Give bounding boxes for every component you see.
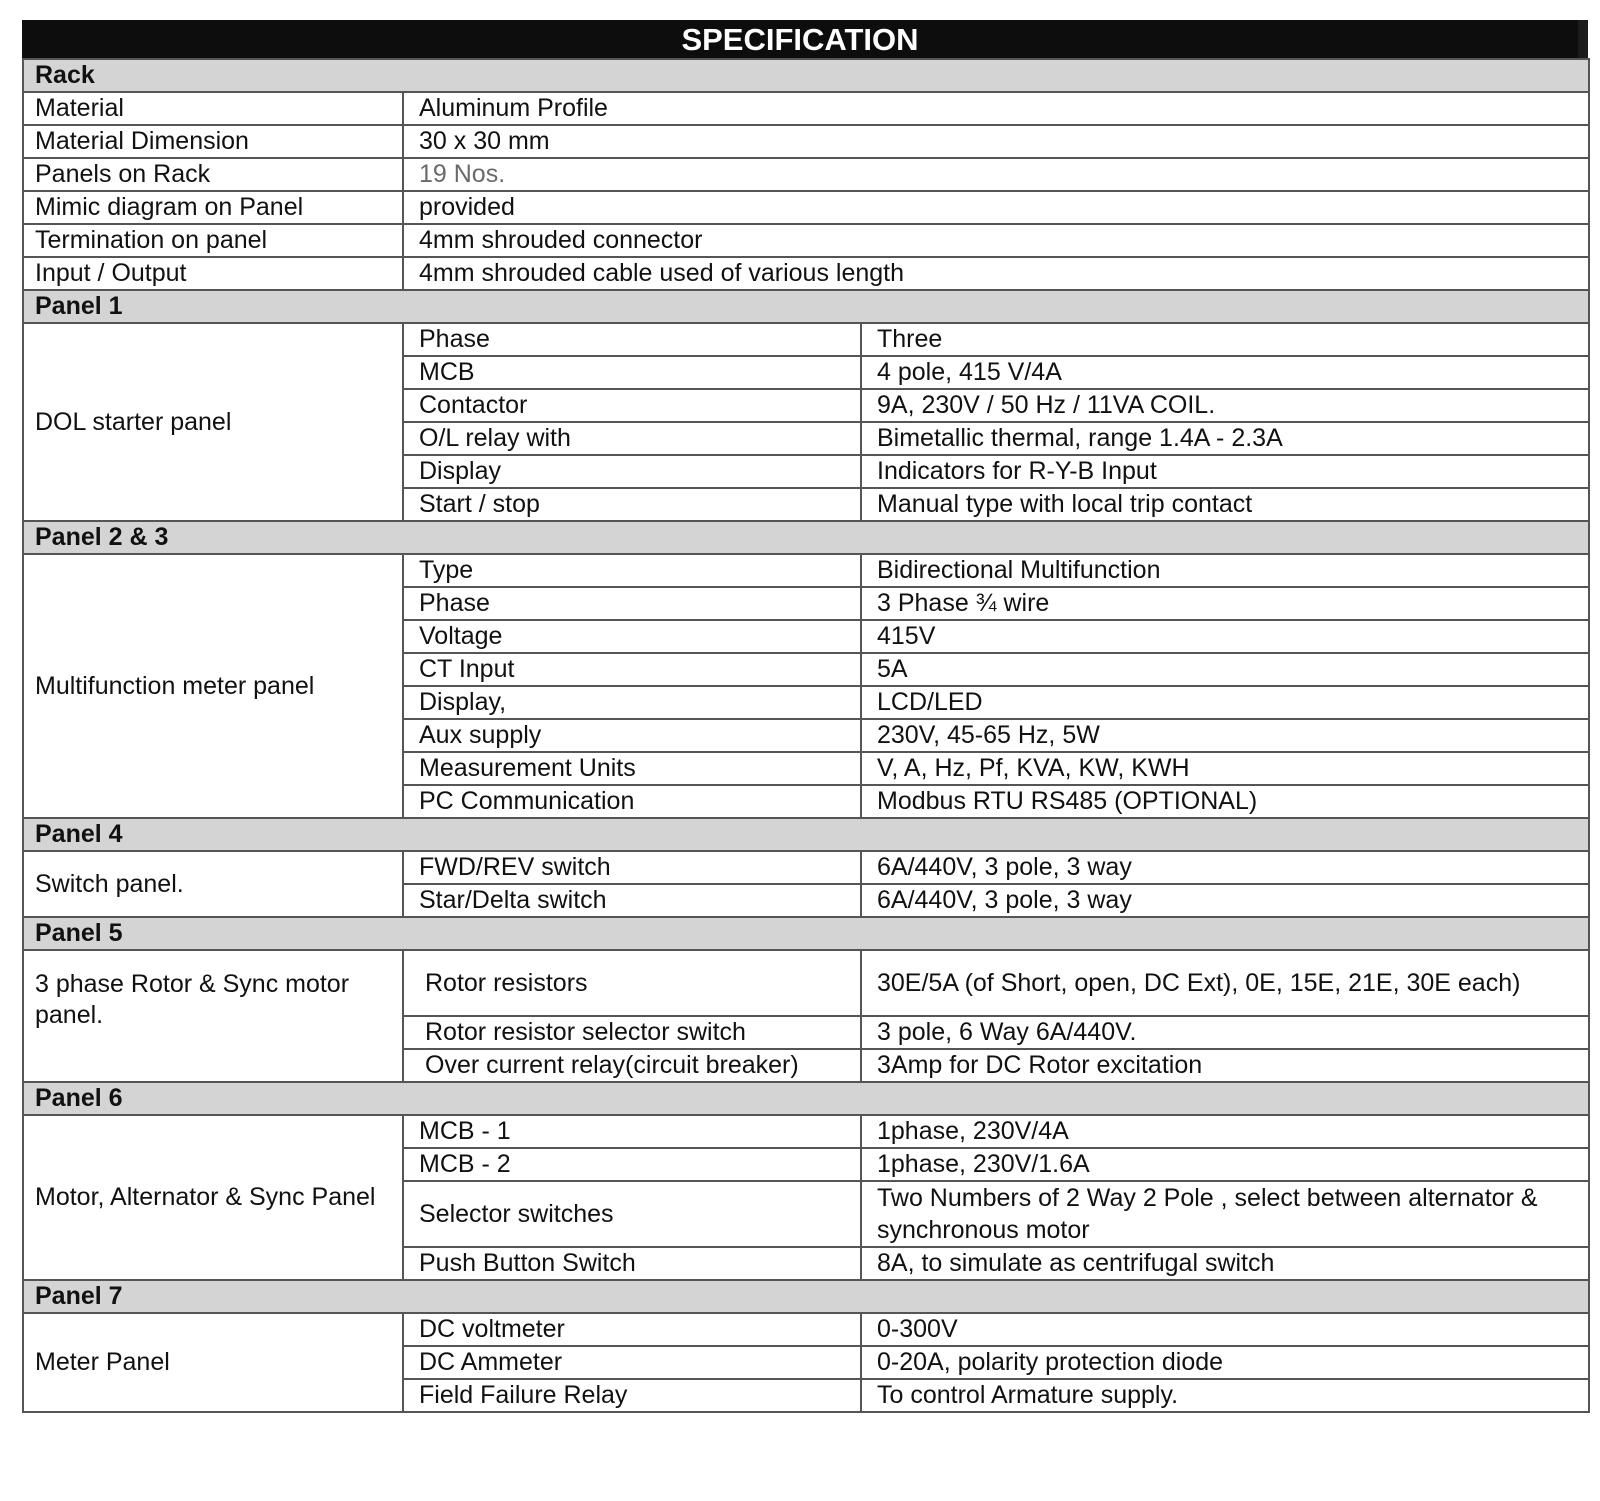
param-cell: DC voltmeter [403, 1313, 861, 1346]
param-cell: Contactor [403, 389, 861, 422]
value-cell: 6A/440V, 3 pole, 3 way [861, 884, 1589, 917]
param-cell: Push Button Switch [403, 1247, 861, 1280]
param-cell: Phase [403, 323, 861, 356]
table-row [23, 554, 1589, 587]
panel-group-label: DOL starter panel [23, 323, 403, 521]
param-cell: Rotor resistor selector switch [403, 1016, 861, 1049]
specification-sheet [22, 20, 1588, 1413]
table-row [23, 950, 1589, 1016]
value-cell: 230V, 45-65 Hz, 5W [861, 719, 1589, 752]
section-panel-6 [23, 1082, 1589, 1115]
param-cell: MCB [403, 356, 861, 389]
table-row [23, 323, 1589, 356]
panel-group-label: Multifunction meter panel [23, 554, 403, 818]
value-cell: 3Amp for DC Rotor excitation [861, 1049, 1589, 1082]
section-panel-1 [23, 290, 1589, 323]
section-panel-7 [23, 1280, 1589, 1313]
value-cell: 3 Phase ¾ wire [861, 587, 1589, 620]
value-cell: Bimetallic thermal, range 1.4A - 2.3A [861, 422, 1589, 455]
param-cell: Rotor resistors [403, 950, 861, 1016]
value-cell: Two Numbers of 2 Way 2 Pole , select between alternator & synchronous motor [861, 1181, 1589, 1247]
param-cell: Over current relay(circuit breaker) [403, 1049, 861, 1082]
param-cell: FWD/REV switch [403, 851, 861, 884]
panel-group-label: Meter Panel [23, 1313, 403, 1412]
value-cell: 1phase, 230V/4A [861, 1115, 1589, 1148]
param-cell: Aux supply [403, 719, 861, 752]
value-cell: Bidirectional Multifunction [861, 554, 1589, 587]
value-cell: 3 pole, 6 Way 6A/440V. [861, 1016, 1589, 1049]
section-heading: Panel 2 & 3 [23, 521, 1589, 554]
rack-value: 4mm shrouded connector [403, 224, 1589, 257]
value-cell: Indicators for R-Y-B Input [861, 455, 1589, 488]
rack-label: Input / Output [23, 257, 403, 290]
table-row [23, 1115, 1589, 1148]
section-panel-5 [23, 917, 1589, 950]
param-cell: Star/Delta switch [403, 884, 861, 917]
value-cell: 9A, 230V / 50 Hz / 11VA COIL. [861, 389, 1589, 422]
table-row [23, 158, 1589, 191]
value-cell: 8A, to simulate as centrifugal switch [861, 1247, 1589, 1280]
table-row [23, 191, 1589, 224]
param-cell: CT Input [403, 653, 861, 686]
value-cell: 0-20A, polarity protection diode [861, 1346, 1589, 1379]
param-cell: Display, [403, 686, 861, 719]
param-cell: Display [403, 455, 861, 488]
section-panel-2-3 [23, 521, 1589, 554]
param-cell: Start / stop [403, 488, 861, 521]
param-cell: PC Communication [403, 785, 861, 818]
param-cell: Voltage [403, 620, 861, 653]
value-cell: 5A [861, 653, 1589, 686]
table-row [23, 1313, 1589, 1346]
table-row [23, 224, 1589, 257]
specification-table [22, 58, 1590, 1413]
panel-group-label: Switch panel. [23, 851, 403, 917]
param-cell: Phase [403, 587, 861, 620]
value-cell: 0-300V [861, 1313, 1589, 1346]
param-cell: MCB - 2 [403, 1148, 861, 1181]
specification-title: SPECIFICATION [22, 20, 1588, 58]
panel-group-label: 3 phase Rotor & Sync motor panel. [23, 950, 403, 1082]
rack-label: Termination on panel [23, 224, 403, 257]
value-cell: LCD/LED [861, 686, 1589, 719]
value-cell: 1phase, 230V/1.6A [861, 1148, 1589, 1181]
table-row [23, 92, 1589, 125]
rack-label: Material Dimension [23, 125, 403, 158]
value-cell: Modbus RTU RS485 (OPTIONAL) [861, 785, 1589, 818]
value-cell: Manual type with local trip contact [861, 488, 1589, 521]
rack-label: Mimic diagram on Panel [23, 191, 403, 224]
table-row [23, 257, 1589, 290]
section-rack [23, 59, 1589, 92]
param-cell: Selector switches [403, 1181, 861, 1247]
rack-value: Aluminum Profile [403, 92, 1589, 125]
section-heading: Panel 7 [23, 1280, 1589, 1313]
rack-value: 19 Nos. [403, 158, 1589, 191]
param-cell: Measurement Units [403, 752, 861, 785]
param-cell: O/L relay with [403, 422, 861, 455]
rack-label: Material [23, 92, 403, 125]
value-cell: 6A/440V, 3 pole, 3 way [861, 851, 1589, 884]
value-cell: 415V [861, 620, 1589, 653]
section-heading: Panel 6 [23, 1082, 1589, 1115]
rack-value: 30 x 30 mm [403, 125, 1589, 158]
value-cell: To control Armature supply. [861, 1379, 1589, 1412]
section-heading: Rack [23, 59, 1589, 92]
section-panel-4 [23, 818, 1589, 851]
value-cell: 4 pole, 415 V/4A [861, 356, 1589, 389]
table-row [23, 125, 1589, 158]
rack-value: provided [403, 191, 1589, 224]
param-cell: Field Failure Relay [403, 1379, 861, 1412]
param-cell: DC Ammeter [403, 1346, 861, 1379]
rack-value: 4mm shrouded cable used of various length [403, 257, 1589, 290]
panel-group-label: Motor, Alternator & Sync Panel [23, 1115, 403, 1280]
param-cell: MCB - 1 [403, 1115, 861, 1148]
value-cell: V, A, Hz, Pf, KVA, KW, KWH [861, 752, 1589, 785]
table-row [23, 851, 1589, 884]
param-cell: Type [403, 554, 861, 587]
value-cell: Three [861, 323, 1589, 356]
value-cell: 30E/5A (of Short, open, DC Ext), 0E, 15E, 21E, 30E each) [861, 950, 1589, 1016]
section-heading: Panel 4 [23, 818, 1589, 851]
section-heading: Panel 1 [23, 290, 1589, 323]
section-heading: Panel 5 [23, 917, 1589, 950]
rack-label: Panels on Rack [23, 158, 403, 191]
